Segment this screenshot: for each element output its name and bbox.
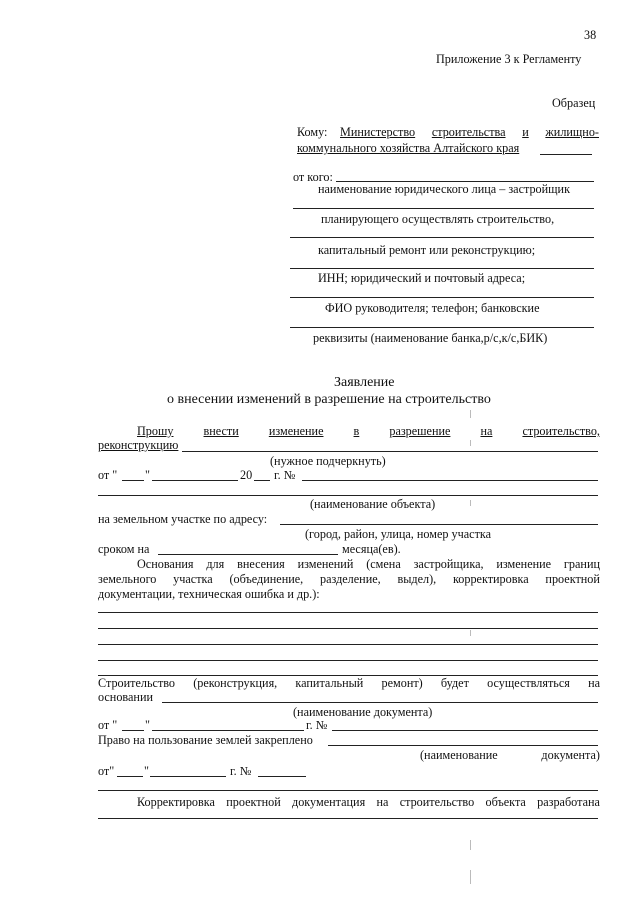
- request-line: [137, 424, 600, 438]
- document-subtitle: о внесении изменений в разрешение на строительство: [167, 392, 491, 407]
- request-word: Прошу: [137, 424, 174, 438]
- land-address-label: на земельном участке по адресу:: [98, 512, 268, 526]
- term-label: сроком на: [98, 542, 150, 556]
- construction-line: [98, 676, 600, 690]
- grounds-word: внесения: [237, 557, 285, 571]
- grounds-word: застройщика,: [413, 557, 484, 571]
- term-field[interactable]: [158, 554, 338, 555]
- from-hint-3: капитальный ремонт или реконструкцию;: [318, 243, 536, 257]
- construction-word: будет: [440, 676, 469, 690]
- grounds-word: корректировка: [452, 572, 529, 586]
- month-field[interactable]: [152, 480, 238, 481]
- doc-date-from: от ": [98, 718, 118, 732]
- reconstruction-option: реконструкцию: [98, 438, 179, 452]
- basis-field[interactable]: [162, 702, 598, 703]
- doc-number-label: г. №: [306, 718, 328, 732]
- doc-number-field[interactable]: [332, 730, 598, 731]
- naming-word: документа): [541, 748, 600, 762]
- from-input-line[interactable]: [293, 208, 594, 209]
- grounds-word: Основания: [137, 557, 194, 571]
- correction-word: на: [376, 795, 389, 809]
- land-right-field[interactable]: [328, 745, 598, 746]
- grounds-word: изменение: [496, 557, 552, 571]
- addressee-line-2: коммунального хозяйства Алтайского края: [297, 141, 520, 155]
- date2-day-field[interactable]: [117, 776, 143, 777]
- naming-word: (наименование: [420, 748, 498, 762]
- from-hint-5: ФИО руководителя; телефон; банковские: [325, 301, 540, 315]
- object-hint: (наименование объекта): [310, 497, 436, 511]
- grounds-word: разделение,: [319, 572, 381, 586]
- from-hint-4: ИНН; юридический и почтовый адреса;: [318, 271, 526, 285]
- scan-mark: [470, 840, 471, 850]
- scan-mark: [470, 500, 471, 506]
- correction-line: [137, 795, 600, 809]
- addressee-word: и: [522, 125, 529, 139]
- grounds-field-line[interactable]: [98, 612, 598, 613]
- document-title: Заявление: [334, 375, 395, 390]
- from-hint-1: наименование юридического лица – застройщик: [318, 182, 570, 196]
- term-suffix: месяца(ев).: [342, 542, 401, 556]
- correction-word: разработана: [537, 795, 600, 809]
- request-word: внести: [203, 424, 239, 438]
- grounds-line-2: [98, 572, 600, 586]
- scan-mark: [470, 410, 471, 418]
- grounds-field-line[interactable]: [98, 628, 598, 629]
- addressee-word: жилищно-: [545, 125, 599, 139]
- grounds-word: (смена: [366, 557, 401, 571]
- number-label: г. №: [274, 468, 296, 482]
- request-word: разрешение: [389, 424, 451, 438]
- request-word: в: [353, 424, 360, 438]
- from-input-line[interactable]: [290, 297, 594, 298]
- doc-month-field[interactable]: [152, 730, 304, 731]
- addressee-word: Министерство: [340, 125, 416, 139]
- blank-line[interactable]: [182, 451, 598, 452]
- from-hint-6: реквизиты (наименование банка,р/с,к/с,БИК): [313, 331, 548, 345]
- construction-word: ремонт): [381, 676, 423, 690]
- grounds-field-line[interactable]: [98, 644, 598, 645]
- correction-word: документация: [292, 795, 366, 809]
- underline-hint: (нужное подчеркнуть): [270, 454, 386, 468]
- date2-number-label: г. №: [230, 764, 252, 778]
- from-input-line[interactable]: [290, 268, 594, 269]
- page-number: 38: [584, 28, 597, 42]
- date2-number-field[interactable]: [258, 776, 306, 777]
- doc-date-quote: ": [145, 718, 150, 732]
- construction-word: Строительство: [98, 676, 176, 690]
- day-field[interactable]: [122, 480, 144, 481]
- grounds-word: проектной: [545, 572, 600, 586]
- grounds-field-line[interactable]: [98, 660, 598, 661]
- request-word: изменение: [268, 424, 324, 438]
- addressee-word: строительства: [431, 125, 506, 139]
- grounds-word: границ: [563, 557, 600, 571]
- construction-word: осуществляться: [487, 676, 570, 690]
- request-word: на: [480, 424, 493, 438]
- construction-word: (реконструкция,: [193, 676, 278, 690]
- grounds-word: выдел),: [397, 572, 437, 586]
- grounds-line-1: [137, 557, 600, 571]
- date2-quote: ": [144, 764, 149, 778]
- correction-word: проектной: [226, 795, 281, 809]
- date-from-label: от ": [98, 468, 118, 482]
- object-field[interactable]: [98, 495, 598, 496]
- grounds-word: (объединение,: [229, 572, 304, 586]
- date2-month-field[interactable]: [150, 776, 226, 777]
- scan-mark: [470, 870, 471, 884]
- scan-mark: [470, 630, 471, 636]
- to-label: Кому:: [297, 125, 328, 139]
- from-input-line[interactable]: [290, 327, 594, 328]
- date-quote: ": [145, 468, 150, 482]
- date2-from: от": [98, 764, 115, 778]
- appendix-reference: Приложение 3 к Регламенту: [436, 52, 582, 66]
- request-word: строительство,: [522, 424, 600, 438]
- from-input-line[interactable]: [290, 237, 594, 238]
- correction-word: строительство: [399, 795, 475, 809]
- correction-word: объекта: [485, 795, 526, 809]
- correction-field[interactable]: [98, 818, 598, 819]
- from-hint-2: планирующего осуществлять строительство,: [321, 212, 555, 226]
- address-field[interactable]: [280, 524, 598, 525]
- land-right-label: Право на пользование землей закреплено: [98, 733, 313, 747]
- correction-word: Корректировка: [137, 795, 215, 809]
- blank-line: [540, 154, 592, 155]
- year-field[interactable]: [254, 480, 270, 481]
- grounds-word: для: [206, 557, 225, 571]
- grounds-word: земельного: [98, 572, 157, 586]
- grounds-line-3: документации, техническая ошибка и др.):: [98, 587, 320, 601]
- address-hint: (город, район, улица, номер участка: [305, 527, 492, 541]
- grounds-word: участка: [173, 572, 213, 586]
- doc-day-field[interactable]: [122, 730, 144, 731]
- basis-label: основании: [98, 690, 153, 704]
- grounds-word: изменений: [297, 557, 354, 571]
- scan-mark: [470, 440, 471, 446]
- year-prefix: 20: [240, 468, 253, 482]
- naming-hint: [420, 748, 600, 762]
- blank-line[interactable]: [98, 790, 598, 791]
- construction-word: на: [588, 676, 600, 690]
- number-field[interactable]: [302, 480, 598, 481]
- from-label: от кого:: [293, 170, 333, 184]
- doc-name-hint: (наименование документа): [293, 705, 433, 719]
- addressee-line-1: [340, 125, 599, 139]
- construction-word: капитальный: [295, 676, 364, 690]
- sample-label: Образец: [552, 96, 596, 110]
